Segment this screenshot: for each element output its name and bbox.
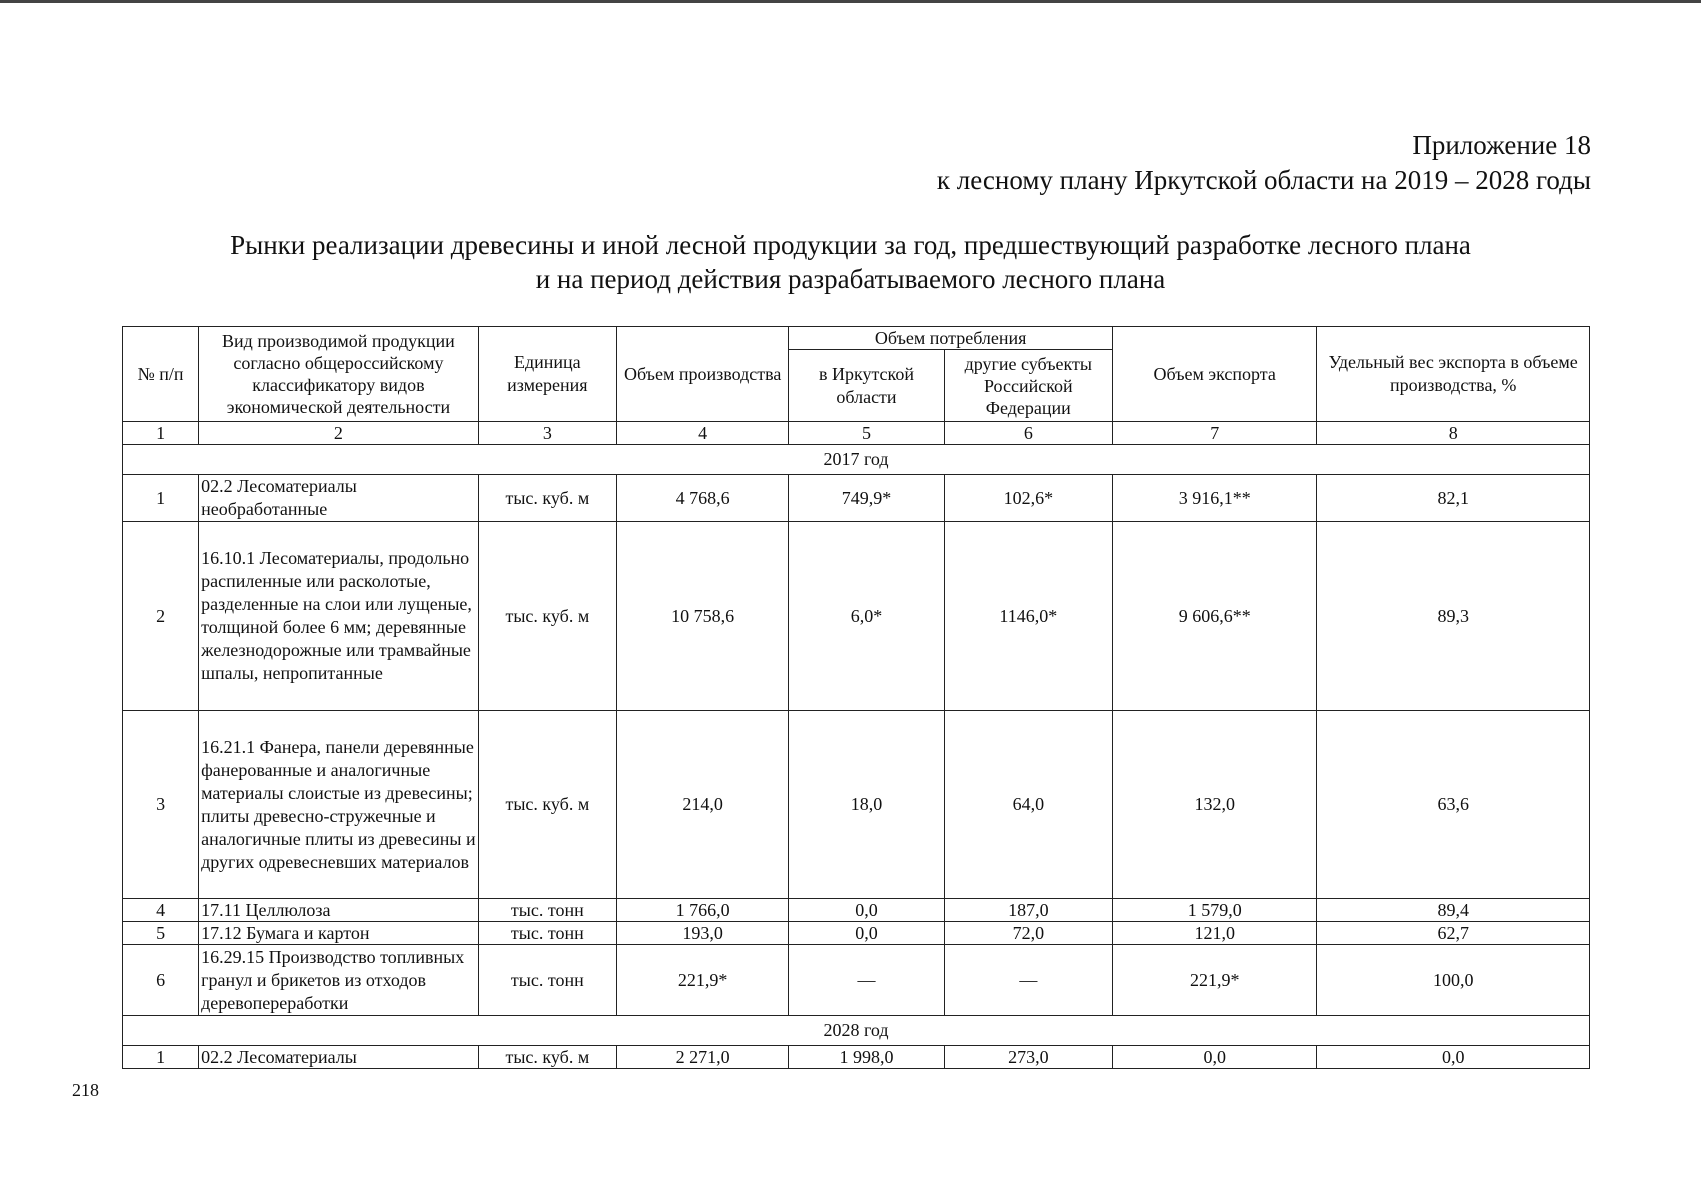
column-number: 1 [123, 422, 199, 445]
cell-production: 1 766,0 [616, 899, 788, 922]
page-title [0, 228, 1701, 296]
cell-unit: тыс. тонн [478, 945, 616, 1016]
cell-unit: тыс. куб. м [478, 711, 616, 899]
cell-share: 63,6 [1317, 711, 1590, 899]
cell-other: 273,0 [944, 1046, 1112, 1069]
column-number: 5 [789, 422, 944, 445]
appendix-header [937, 128, 1591, 198]
cell-share: 82,1 [1317, 475, 1590, 522]
cell-other: 187,0 [944, 899, 1112, 922]
cell-export: 9 606,6** [1112, 522, 1316, 711]
column-number: 2 [199, 422, 479, 445]
table-row [123, 1046, 1590, 1069]
cell-irkutsk: 0,0 [789, 922, 944, 945]
cell-export: 132,0 [1112, 711, 1316, 899]
cell-irkutsk: — [789, 945, 944, 1016]
header-num: № п/п [123, 327, 199, 422]
cell-production: 214,0 [616, 711, 788, 899]
page-number: 218 [72, 1080, 99, 1100]
cell-other: — [944, 945, 1112, 1016]
column-number: 7 [1112, 422, 1316, 445]
cell-unit: тыс. куб. м [478, 475, 616, 522]
cell-num: 1 [123, 475, 199, 522]
year-section-row [123, 445, 1590, 475]
cell-export: 221,9* [1112, 945, 1316, 1016]
header-other-regions: другие субъекты Российской Федерации [944, 350, 1112, 422]
cell-other: 64,0 [944, 711, 1112, 899]
table-row [123, 922, 1590, 945]
table-row [123, 522, 1590, 711]
cell-production: 4 768,6 [616, 475, 788, 522]
cell-name: 17.11 Целлюлоза [199, 899, 479, 922]
cell-production: 193,0 [616, 922, 788, 945]
cell-name: 02.2 Лесоматериалы [199, 1046, 479, 1069]
title-line-2: и на период действия разрабатываемого лесного плана [535, 264, 1166, 294]
cell-production: 2 271,0 [616, 1046, 788, 1069]
cell-unit: тыс. тонн [478, 922, 616, 945]
cell-export: 1 579,0 [1112, 899, 1316, 922]
cell-name: 16.21.1 Фанера, панели деревянные фанерованные и аналогичные материалы слоистые из древесины; плиты древесно-стружечные и аналогичные плиты из древесины и других одревесневших материалов [199, 711, 479, 899]
header-share: Удельный вес экспорта в объеме производства, % [1317, 327, 1590, 422]
cell-share: 62,7 [1317, 922, 1590, 945]
table-row [123, 945, 1590, 1016]
table-row [123, 711, 1590, 899]
cell-share: 0,0 [1317, 1046, 1590, 1069]
appendix-reference: к лесному плану Иркутской области на 2019 – 2028 годы [936, 165, 1591, 195]
cell-unit: тыс. куб. м [478, 1046, 616, 1069]
cell-other: 102,6* [944, 475, 1112, 522]
cell-production: 221,9* [616, 945, 788, 1016]
header-product: Вид производимой продукции согласно общероссийскому классификатору видов экономической деятельности [199, 327, 479, 422]
year-label: 2017 год [123, 445, 1590, 475]
cell-export: 121,0 [1112, 922, 1316, 945]
cell-unit: тыс. тонн [478, 899, 616, 922]
scan-artifact-line [0, 0, 1701, 3]
cell-irkutsk: 0,0 [789, 899, 944, 922]
cell-irkutsk: 18,0 [789, 711, 944, 899]
cell-irkutsk: 749,9* [789, 475, 944, 522]
cell-name: 17.12 Бумага и картон [199, 922, 479, 945]
cell-irkutsk: 6,0* [789, 522, 944, 711]
cell-export: 0,0 [1112, 1046, 1316, 1069]
column-number: 3 [478, 422, 616, 445]
year-section-row [123, 1016, 1590, 1046]
column-number: 6 [944, 422, 1112, 445]
column-numbers-row [123, 422, 1590, 445]
cell-name: 16.10.1 Лесоматериалы, продольно распиленные или расколотые, разделенные на слои или лущеные, толщиной более 6 мм; деревянные железнодорожные или трамвайные шпалы, непропитанные [199, 522, 479, 711]
cell-num: 3 [123, 711, 199, 899]
header-consumption: Объем потребления [789, 327, 1113, 350]
appendix-number: Приложение 18 [1412, 130, 1591, 160]
cell-other: 72,0 [944, 922, 1112, 945]
cell-num: 1 [123, 1046, 199, 1069]
cell-num: 4 [123, 899, 199, 922]
markets-table [122, 326, 1590, 1069]
header-unit: Единица измерения [478, 327, 616, 422]
cell-name: 02.2 Лесоматериалы необработанные [199, 475, 479, 522]
table-row [123, 899, 1590, 922]
cell-share: 89,3 [1317, 522, 1590, 711]
cell-name: 16.29.15 Производство топливных гранул и брикетов из отходов деревопереработки [199, 945, 479, 1016]
column-number: 4 [616, 422, 788, 445]
year-label: 2028 год [123, 1016, 1590, 1046]
cell-other: 1146,0* [944, 522, 1112, 711]
column-number: 8 [1317, 422, 1590, 445]
cell-num: 2 [123, 522, 199, 711]
cell-share: 100,0 [1317, 945, 1590, 1016]
header-production: Объем производства [616, 327, 788, 422]
table-row [123, 475, 1590, 522]
header-export: Объем экспорта [1112, 327, 1316, 422]
cell-unit: тыс. куб. м [478, 522, 616, 711]
cell-share: 89,4 [1317, 899, 1590, 922]
header-irkutsk: в Иркутской области [789, 350, 944, 422]
cell-production: 10 758,6 [616, 522, 788, 711]
title-line-1: Рынки реализации древесины и иной лесной продукции за год, предшествующий разработке лесного плана [230, 230, 1471, 260]
cell-num: 5 [123, 922, 199, 945]
header-row [123, 327, 1590, 350]
cell-num: 6 [123, 945, 199, 1016]
cell-export: 3 916,1** [1112, 475, 1316, 522]
cell-irkutsk: 1 998,0 [789, 1046, 944, 1069]
